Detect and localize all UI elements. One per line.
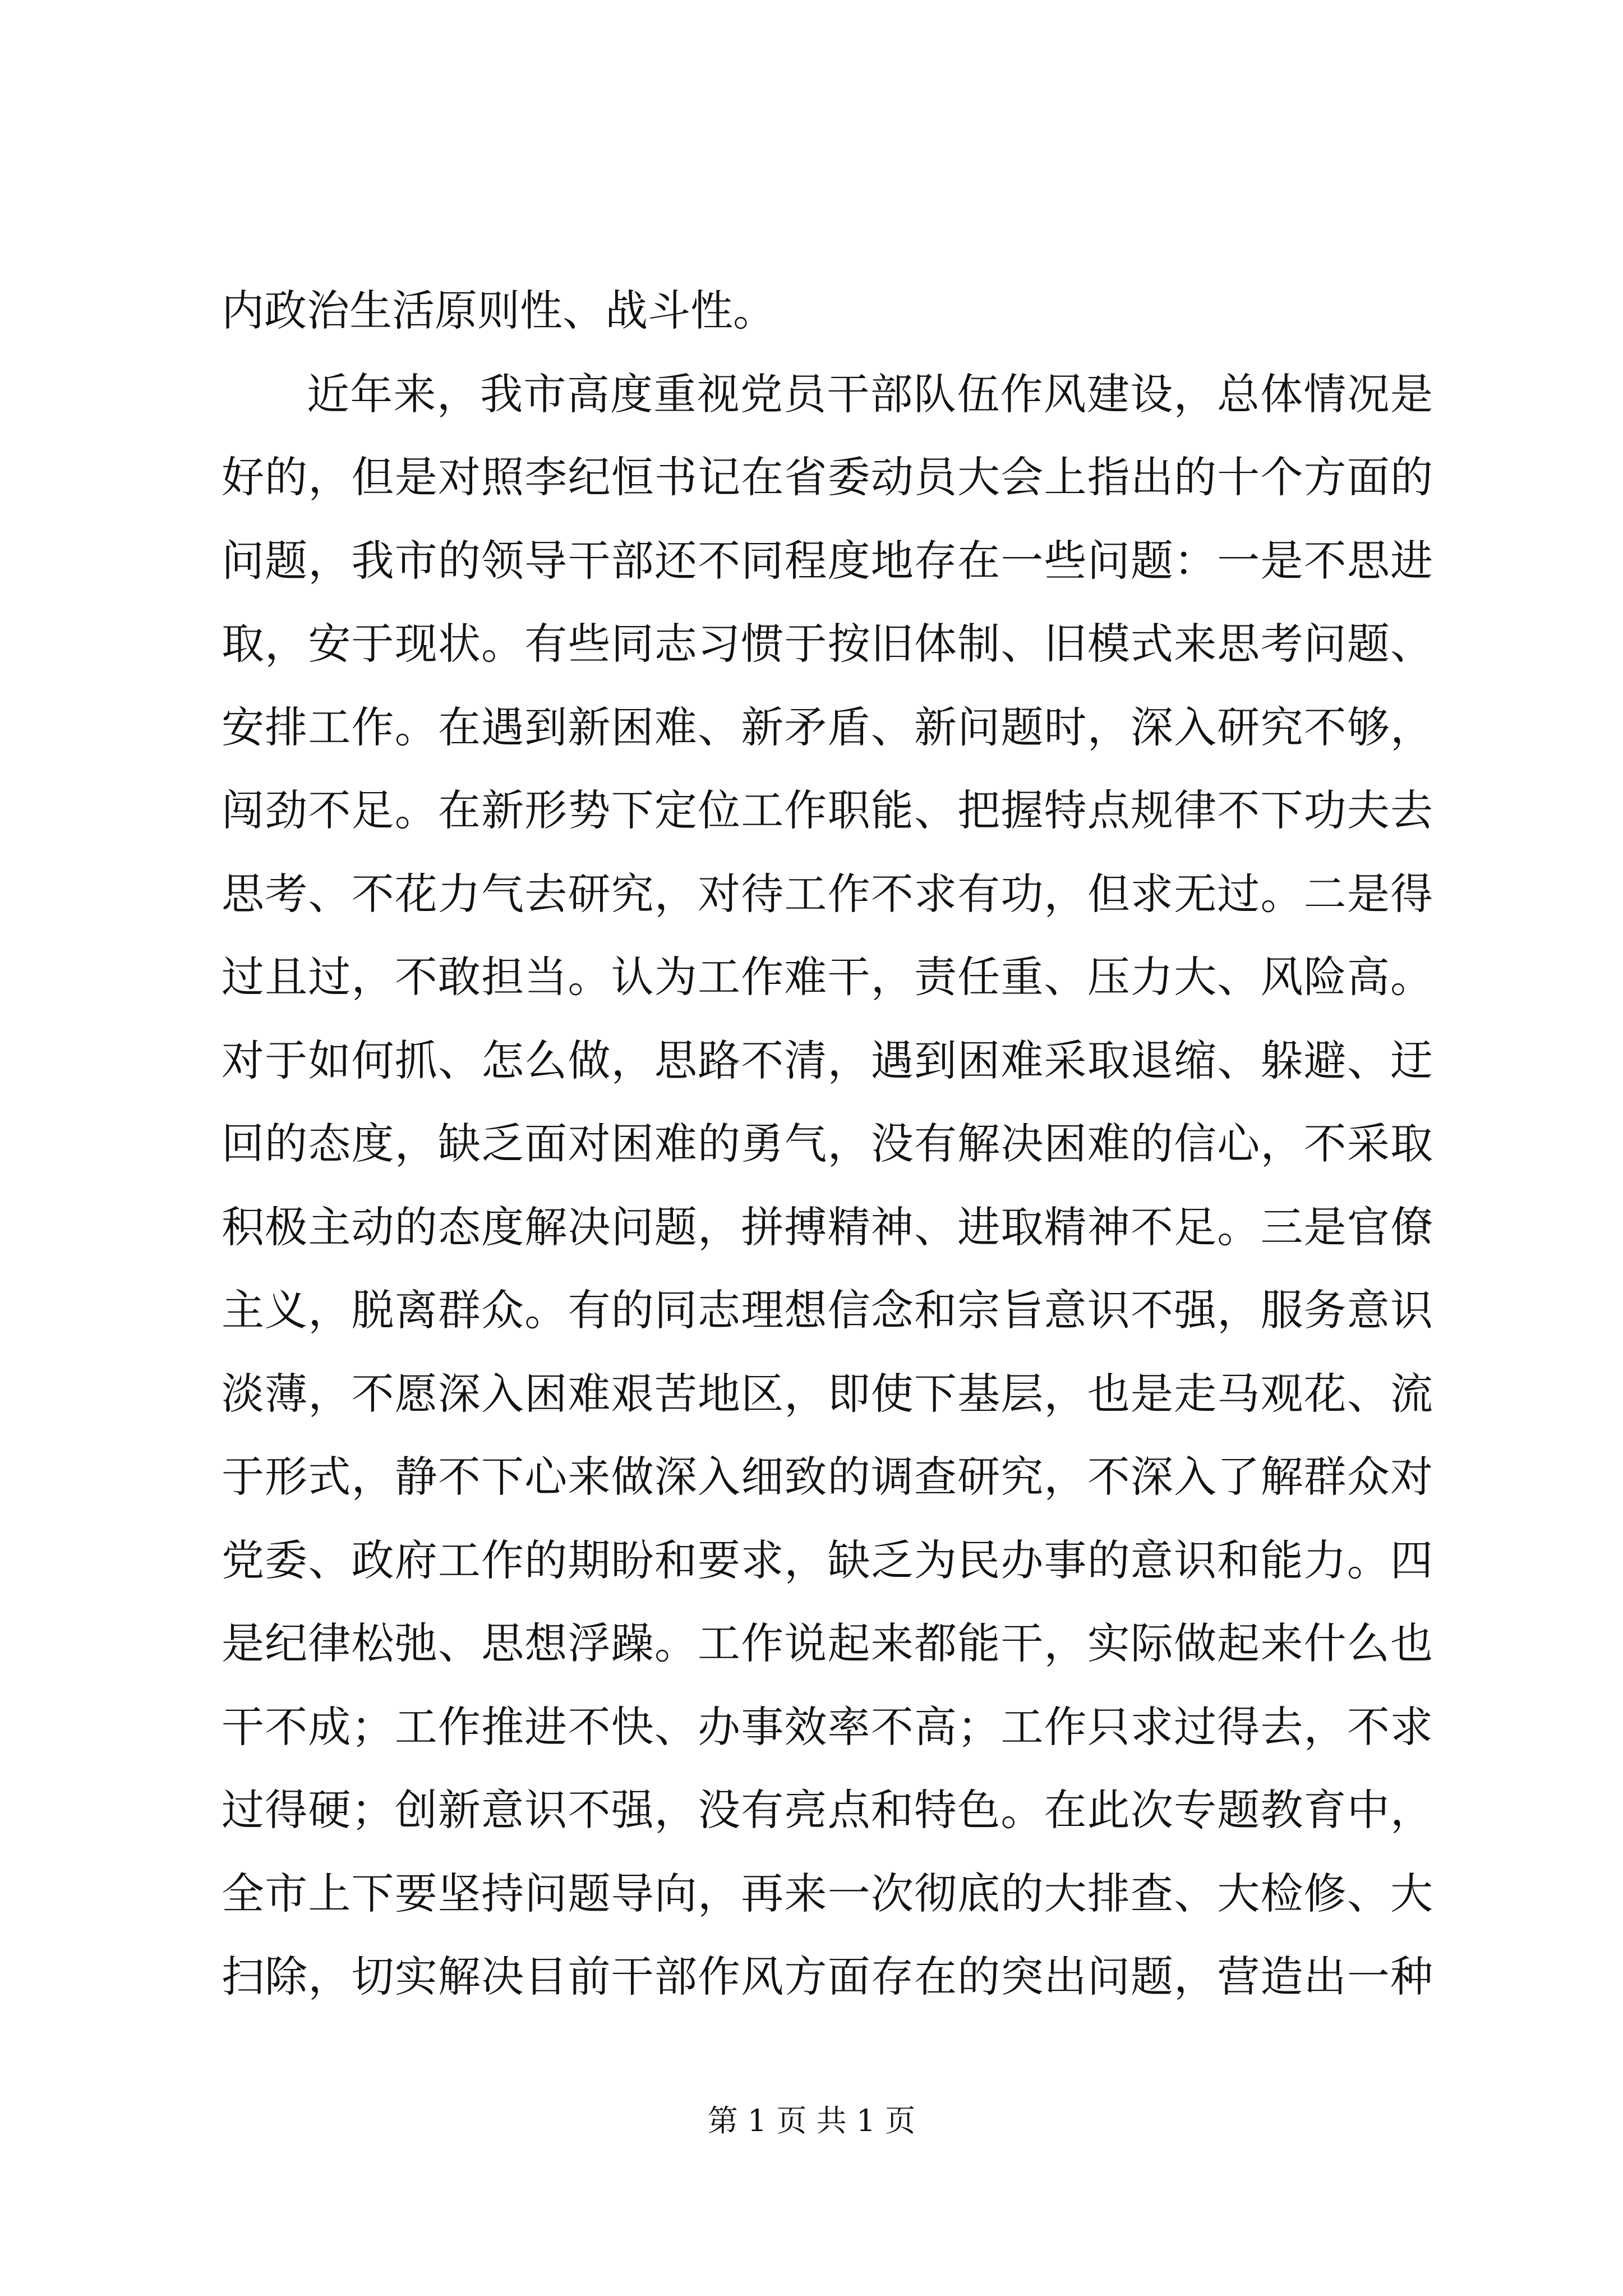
- text-line: 取，安于现状。有些同志习惯于按旧体制、旧模式来思考问题、: [222, 619, 1433, 669]
- body-text: [222, 269, 1433, 2019]
- text-line: 全市上下要坚持问题导向，再来一次彻底的大排查、大检修、大: [222, 1868, 1433, 1918]
- text-line: 过且过，不敢担当。认为工作难干，责任重、压力大、风险高。: [222, 952, 1433, 1002]
- text-line: 近年来，我市高度重视党员干部队伍作风建设，总体情况是: [307, 369, 1433, 419]
- text-line: 好的，但是对照李纪恒书记在省委动员大会上指出的十个方面的: [222, 452, 1433, 502]
- text-line: 问题，我市的领导干部还不同程度地存在一些问题：一是不思进: [222, 535, 1433, 586]
- text-line: 回的态度，缺乏面对困难的勇气，没有解决困难的信心，不采取: [222, 1119, 1433, 1168]
- text-line: 主义，脱离群众。有的同志理想信念和宗旨意识不强，服务意识: [222, 1285, 1433, 1335]
- text-line: 思考、不花力气去研究，对待工作不求有功，但求无过。二是得: [222, 868, 1433, 919]
- text-line: 安排工作。在遇到新困难、新矛盾、新问题时，深入研究不够，: [222, 702, 1433, 752]
- text-line: 于形式，静不下心来做深入细致的调查研究，不深入了解群众对: [222, 1452, 1433, 1502]
- text-line: 党委、政府工作的期盼和要求，缺乏为民办事的意识和能力。四: [222, 1535, 1433, 1585]
- text-line: 是纪律松弛、思想浮躁。工作说起来都能干，实际做起来什么也: [222, 1618, 1433, 1668]
- text-line: 扫除，切实解决目前干部作风方面存在的突出问题，营造出一种: [222, 1952, 1433, 2001]
- page-footer: 第 1 页 共 1 页: [707, 2103, 916, 2138]
- text-line: 过得硬；创新意识不强，没有亮点和特色。在此次专题教育中，: [222, 1785, 1433, 1835]
- text-line: 淡薄，不愿深入困难艰苦地区，即使下基层，也是走马观花、流: [222, 1368, 1433, 1419]
- text-line: 内政治生活原则性、战斗性。: [222, 286, 776, 335]
- text-line: 对于如何抓、怎么做，思路不清，遇到困难采取退缩、躲避、迂: [222, 1035, 1433, 1085]
- text-line: 积极主动的态度解决问题，拼搏精神、进取精神不足。三是官僚: [222, 1202, 1433, 1252]
- text-line: 干不成；工作推进不快、办事效率不高；工作只求过得去，不求: [222, 1701, 1433, 1752]
- text-line: 闯劲不足。在新形势下定位工作职能、把握特点规律不下功夫去: [222, 785, 1433, 835]
